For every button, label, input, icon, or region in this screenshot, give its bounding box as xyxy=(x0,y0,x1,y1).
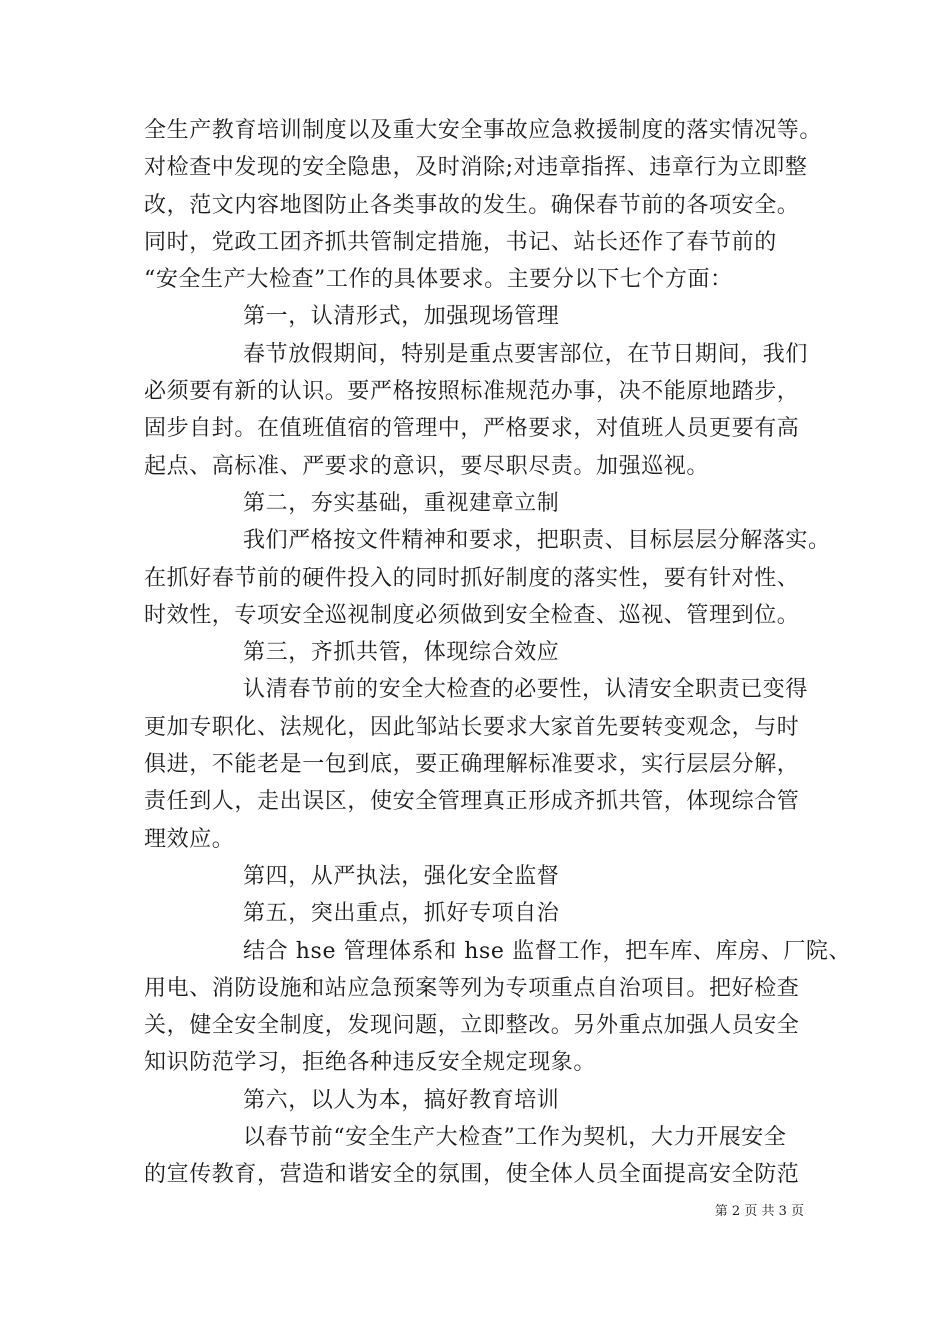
text-line: 认清春节前的安全大检查的必要性，认清安全职责已变得 xyxy=(243,677,809,703)
text-line: 我们严格按文件精神和要求，把职责、目标层层分解落实。 xyxy=(243,528,831,554)
text-line: 第三，齐抓共管，体现综合效应 xyxy=(243,640,560,666)
text-line: 的宣传教育，营造和谐安全的氛围，使全体人员全面提高安全防范 xyxy=(144,1162,800,1188)
text-line: 关，健全安全制度，发现问题，立即整改。另外重点加强人员安全 xyxy=(144,1013,800,1039)
text-line: 第二，夯实基础，重视建章立制 xyxy=(243,490,560,516)
document-body xyxy=(144,112,852,1194)
text-line: 起点、高标准、严要求的意识，要尽职尽责。加强巡视。 xyxy=(144,453,710,479)
text-line: 用电、消防设施和站应急预案等列为专项重点自治项目。把好检查 xyxy=(144,975,800,1001)
text-line: 理效应。 xyxy=(144,826,235,852)
text-line: 必须要有新的认识。要严格按照标准规范办事，决不能原地踏步， xyxy=(144,379,800,405)
text-line: 第四，从严执法，强化安全监督 xyxy=(243,863,560,889)
text-line: 知识防范学习，拒绝各种违反安全规定现象。 xyxy=(144,1050,597,1076)
page-number: 第 2 页 共 3 页 xyxy=(714,1204,804,1219)
text-line: 责任到人，走出误区，使安全管理真正形成齐抓共管，体现综合管 xyxy=(144,789,800,815)
text-line: 同时，党政工团齐抓共管制定措施，书记、站长还作了春节前的 xyxy=(144,229,777,255)
text-line: 俱进，不能老是一包到底，要正确理解标准要求，实行层层分解， xyxy=(144,752,800,778)
text-line: 在抓好春节前的硬件投入的同时抓好制度的落实性，要有针对性、 xyxy=(144,565,800,591)
text-line: 改，范文内容地图防止各类事故的发生。确保春节前的各项安全。 xyxy=(144,192,800,218)
text-line: 以春节前“安全生产大检查”工作为契机，大力开展安全 xyxy=(243,1125,787,1151)
text-line: 第一，认清形式，加强现场管理 xyxy=(243,304,560,330)
text-line: 第六，以人为本，搞好教育培训 xyxy=(243,1087,560,1113)
text-line: 更加专职化、法规化，因此邹站长要求大家首先要转变观念，与时 xyxy=(144,714,800,740)
text-line: 时效性，专项安全巡视制度必须做到安全检查、巡视、管理到位。 xyxy=(144,602,800,628)
text-line: 固步自封。在值班值宿的管理中，严格要求，对值班人员更要有高 xyxy=(144,416,800,442)
text-line: 第五，突出重点，抓好专项自治 xyxy=(243,901,560,927)
text-line: 春节放假期间，特别是重点要害部位，在节日期间，我们 xyxy=(243,341,809,367)
text-line: “安全生产大检查”工作的具体要求。主要分以下七个方面： xyxy=(144,267,733,293)
text-line: 结合 hse 管理体系和 hse 监督工作，把车库、库房、厂院、 xyxy=(243,938,852,964)
text-line: 全生产教育培训制度以及重大安全事故应急救援制度的落实情况等。 xyxy=(144,118,823,143)
text-line: 对检查中发现的安全隐患，及时消除;对违章指挥、违章行为立即整 xyxy=(144,155,808,181)
